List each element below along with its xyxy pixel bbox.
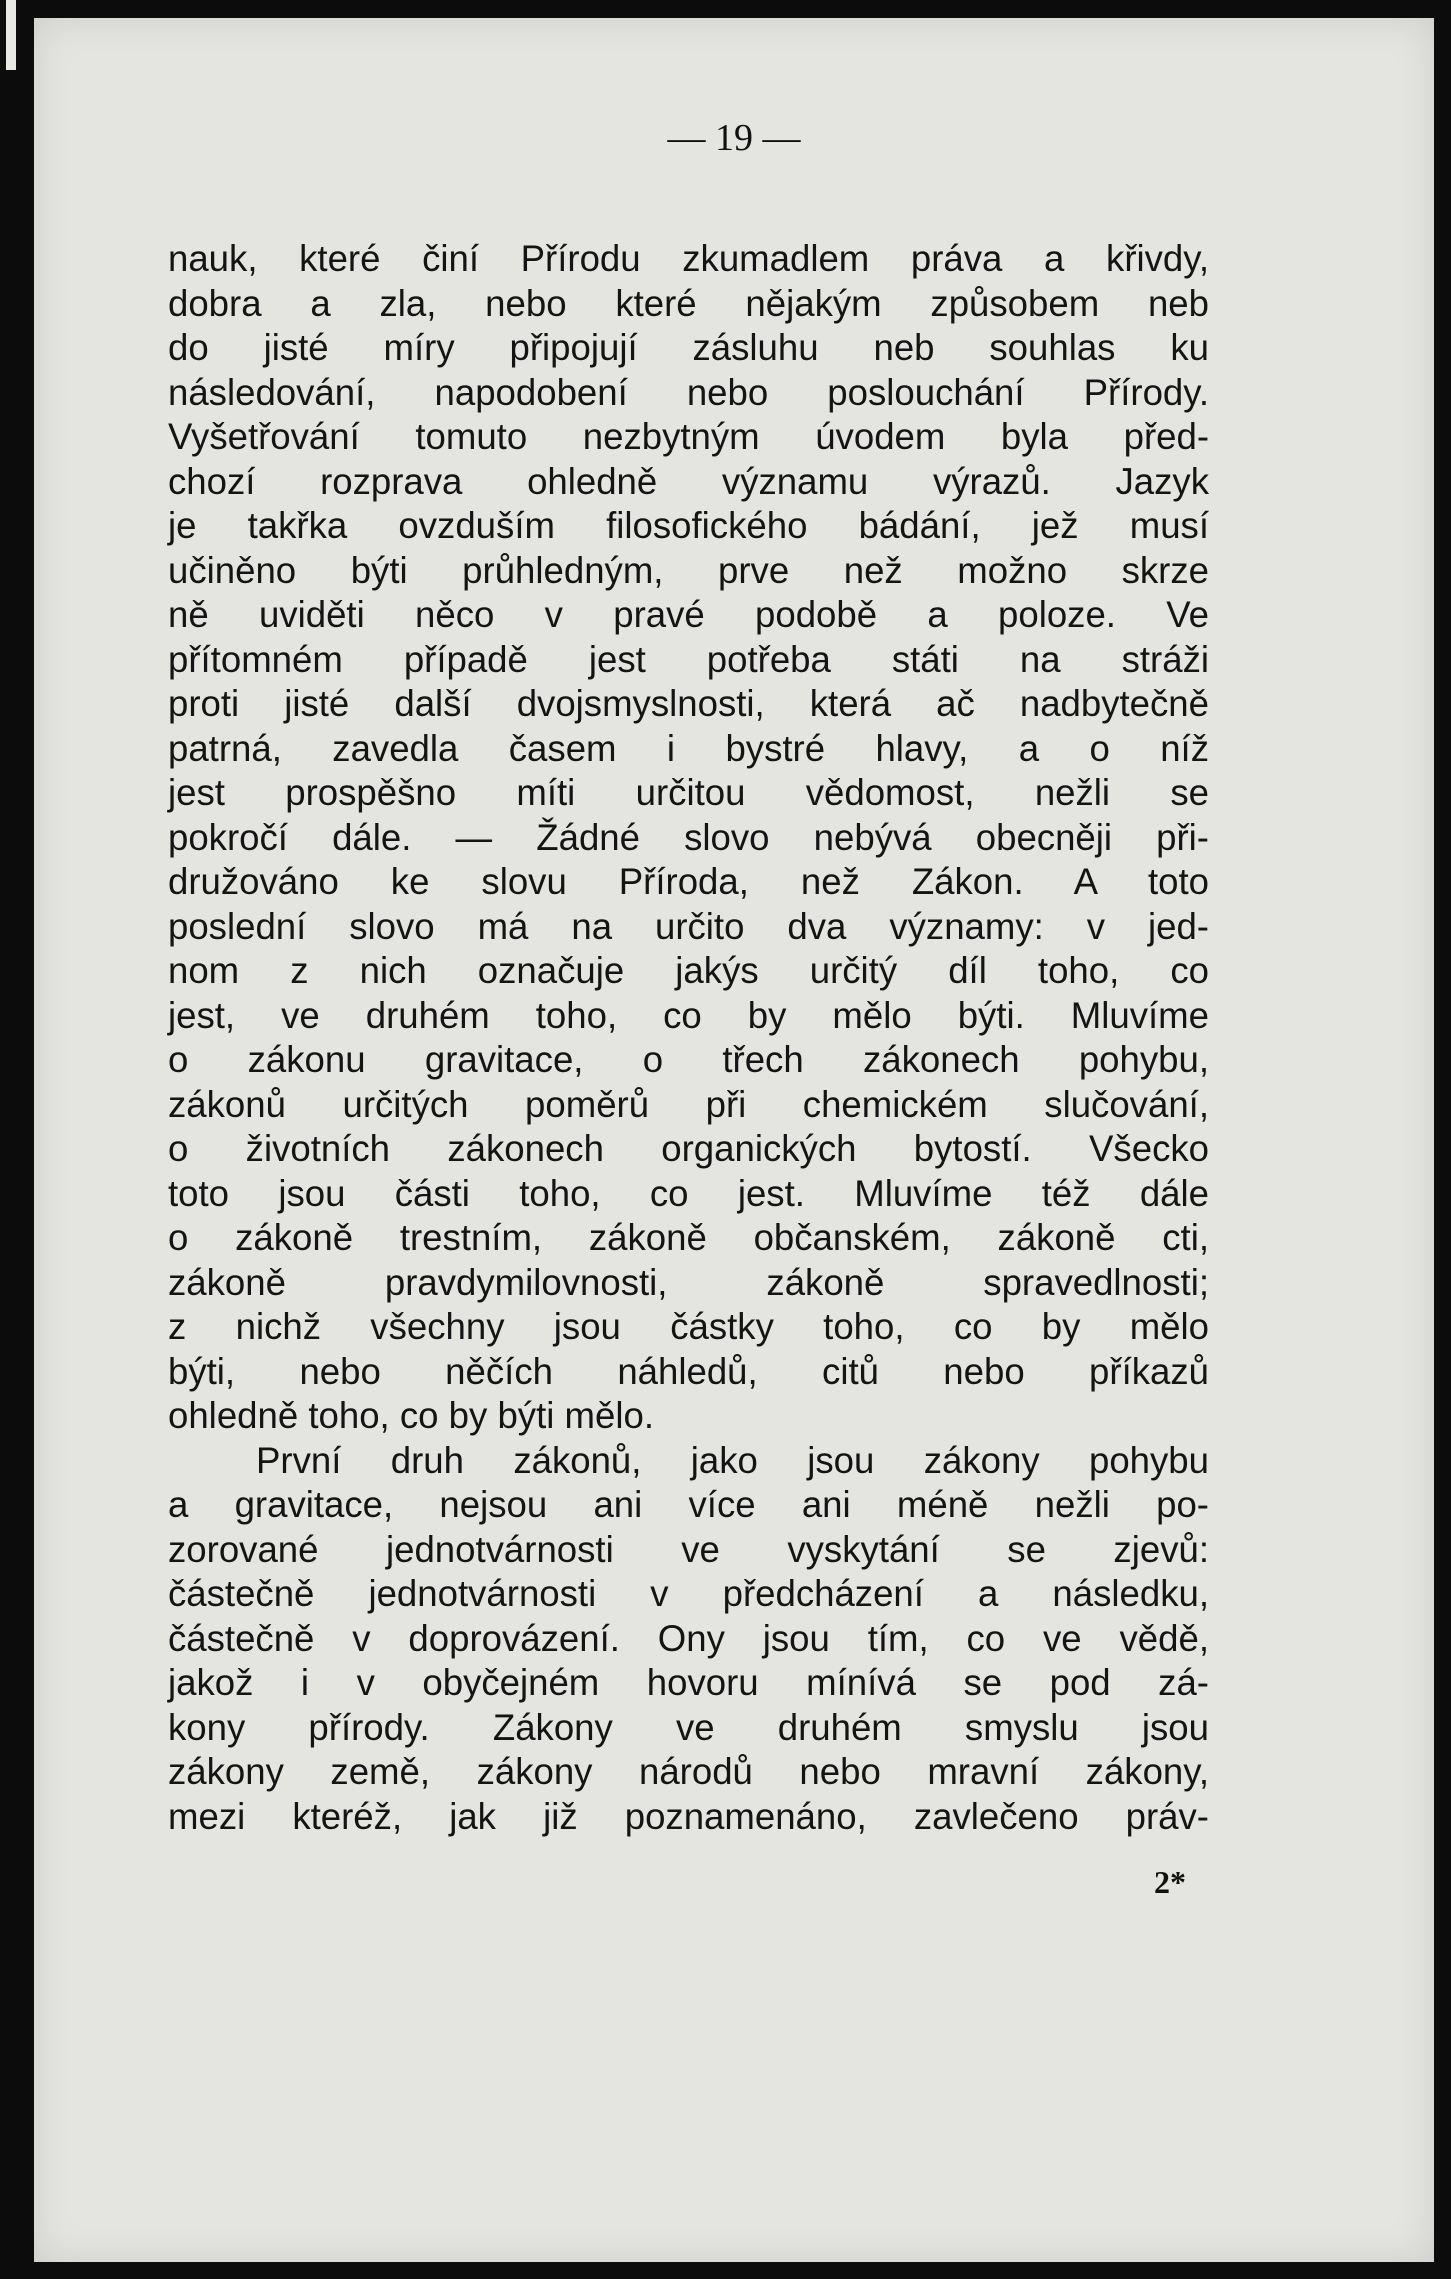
text-line: jakož i v obyčejném hovoru mínívá se pod zá- <box>168 1662 1209 1703</box>
text-line: patrná, zavedla časem i bystré hlavy, a o níž <box>168 727 1209 769</box>
text-line: chozí rozprava ohledně významu výrazů. Jazyk <box>168 460 1209 502</box>
text-line: přítomném případě jest potřeba státi na stráži <box>168 638 1209 680</box>
text-line: kony přírody. Zákony ve druhém smyslu jsou <box>168 1706 1209 1748</box>
paragraph-start-line: První druh zákonů, jako jsou zákony pohybu <box>256 1439 1209 1481</box>
text-line: dobra a zla, nebo které nějakým způsobem neb <box>168 282 1209 324</box>
text-line: a gravitace, nejsou ani více ani méně nežli po- <box>168 1484 1209 1525</box>
text-line: částečně v doprovázení. Ony jsou tím, co ve vědě, <box>168 1617 1209 1659</box>
text-line: pokročí dále. — Žádné slovo nebývá obecněji při- <box>168 816 1209 858</box>
text-line: mezi kteréž, jak již poznamenáno, zavlečeno práv- <box>168 1795 1209 1837</box>
text-line: o životních zákonech organických bytostí. Všecko <box>168 1128 1209 1169</box>
signature-mark: 2* <box>1154 1864 1186 1900</box>
text-line: zákony země, zákony národů nebo mravní zákony, <box>168 1751 1209 1792</box>
text-line: družováno ke slovu Příroda, než Zákon. A toto <box>168 861 1209 902</box>
text-line: nauk, které činí Přírodu zkumadlem práva a křivdy, <box>168 238 1209 279</box>
text-line: následování, napodobení nebo poslouchání Přírody. <box>168 371 1209 413</box>
text-line: zorované jednotvárnosti ve vyskytání se zjevů: <box>168 1528 1209 1570</box>
text-line: učiněno býti průhledným, prve než možno skrze <box>168 549 1209 591</box>
text-line: je takřka ovzduším filosofického bádání, jež musí <box>168 505 1209 546</box>
text-line: jest prospěšno míti určitou vědomost, nežli se <box>168 772 1209 813</box>
text-line: Vyšetřování tomuto nezbytným úvodem byla před- <box>168 416 1209 457</box>
text-line: proti jisté další dvojsmyslnosti, která ač nadbytečně <box>168 683 1209 724</box>
page-edge-mark <box>6 0 16 70</box>
text-line: býti, nebo něčích náhledů, citů nebo příkazů <box>168 1350 1209 1392</box>
paragraph-end-line: ohledně toho, co by býti mělo. <box>168 1395 654 1436</box>
page-number: — 19 — <box>667 117 801 159</box>
text-line: nom z nich označuje jakýs určitý díl toho, co <box>168 950 1209 991</box>
text-line: poslední slovo má na určito dva významy: v jed- <box>168 905 1209 947</box>
text-line: zákoně pravdymilovnosti, zákoně spravedlnosti; <box>168 1261 1209 1303</box>
text-line: jest, ve druhém toho, co by mělo býti. Mluvíme <box>168 994 1209 1036</box>
text-line: z nichž všechny jsou částky toho, co by mělo <box>168 1306 1209 1347</box>
text-line: ně uviděti něco v pravé podobě a poloze. Ve <box>168 594 1209 635</box>
text-line: částečně jednotvárnosti v předcházení a následku, <box>168 1573 1209 1614</box>
text-line: do jisté míry připojují zásluhu neb souhlas ku <box>168 327 1209 368</box>
book-page <box>34 18 1434 2262</box>
text-line: zákonů určitých poměrů při chemickém slučování, <box>168 1083 1209 1125</box>
text-line: o zákonu gravitace, o třech zákonech pohybu, <box>168 1039 1209 1080</box>
text-line: o zákoně trestním, zákoně občanském, zákoně cti, <box>168 1217 1209 1258</box>
body-text <box>168 237 1209 1839</box>
text-line: toto jsou části toho, co jest. Mluvíme též dále <box>168 1172 1209 1214</box>
